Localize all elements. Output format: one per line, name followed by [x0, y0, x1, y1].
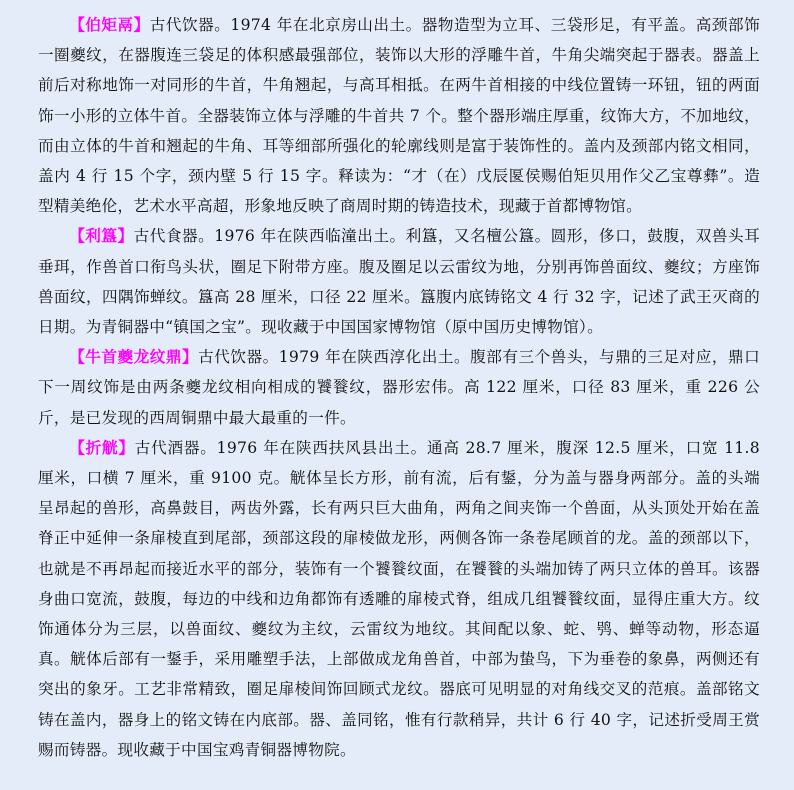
entry-text: 古代酒器。1976 年在陕西扶风县出土。通高 28.7 厘米，腹深 12.5 厘米，口宽 11.8 厘米，口横 7 厘米，重 9100 克。觥体呈长方形，前有流，后有鋬，分为盖与器身两部分。盖的头端呈昂起的兽形，高鼻鼓目，两齿外露，长有两只巨大曲角，两角之间夹饰一个兽面，从头顶处开始在盖脊正中延伸一条扉棱直到尾部，颈部这段的扉棱做龙形，两侧各饰一条卷尾顾首的龙。盖的颈部以下，也就是不再昂起而接近水平的部分，装饰有一个饕餮纹面，在饕餮的头端加铸了两只立体的兽耳。该器身曲口宽流，鼓腹，每边的中线和边角都饰有透雕的扉棱式脊，组成几组饕餮纹面，显得庄重大方。纹饰通体分为三层，以兽面纹、夔纹为主纹，云雷纹为地纹。其间配以象、蛇、鸮、蝉等动物，形态逼真。觥体后部有一鋬手，采用雕塑手法，上部做成龙角兽首，中部为蛰鸟，下为垂卷的象鼻，两侧还有突出的象牙。工艺非常精致，圈足扉棱间饰回顾式龙纹。器底可见明显的对角线交叉的范痕。盖部铭文铸在盖内，器身上的铭文铸在内底部。器、盖同铭，惟有行款稍异，共计 6 行 40 字，记述折受周王赏赐而铸器。现收藏于中国宝鸡青铜器博物院。	[38, 438, 760, 759]
entry-text: 古代饮器。1979 年在陕西淳化出土。腹部有三个兽头，与鼎的三足对应，鼎口下一周纹饰是由两条夔龙纹相向相成的饕餮纹，器形宏伟。高 122 厘米，口径 83 厘米，重 226 公斤，是已发现的西周铜鼎中最大最重的一件。	[38, 348, 760, 427]
entry-bojuli	[38, 10, 760, 221]
entry-text: 古代饮器。1974 年在北京房山出土。器物造型为立耳、三袋形足，有平盖。高颈部饰一圈夔纹，在器腹连三袋足的体积感最强部位，装饰以大形的浮雕牛首，牛角尖端突起于器表。器盖上前后对称地饰一对同形的牛首，牛角翘起，与高耳相抵。在两牛首相接的中线位置铸一环钮，钮的两面饰一小形的立体牛首。全器装饰立体与浮雕的牛首共 7 个。整个器形端庄厚重，纹饰大方，不加地纹，而由立体的牛首和翘起的牛角、耳等细部所强化的轮廓线则是富于装饰性的。盖内及颈部内铭文相同，盖内 4 行 15 个字，颈内壁 5 行 15 字。释读为：“才（在）戊辰匽侯赐伯矩贝用作父乙宝尊彝”。造型精美绝伦，艺术水平高超，形象地反映了商周时期的铸造技术，现藏于首都博物馆。	[38, 16, 760, 216]
entry-term: 【利簋】	[69, 226, 134, 246]
entry-term: 【伯矩鬲】	[69, 15, 150, 34]
entry-zhegong	[38, 433, 760, 765]
entry-niushou-ding	[38, 342, 760, 433]
entry-term: 【折觥】	[69, 437, 135, 457]
entry-term: 【牛首夔龙纹鼎】	[69, 347, 199, 367]
entry-text: 古代食器。1976 年在陕西临潼出土。利簋，又名檀公簋。圆形，侈口，鼓腹，双兽头耳垂珥，作兽首口衔鸟头状，圈足下附带方座。腹及圈足以云雷纹为地，分别再饰兽面纹、夔纹；方座饰兽面纹，四隅饰蝉纹。簋高 28 厘米，口径 22 厘米。簋腹内底铸铭文 4 行 32 字，记述了武王灭商的日期。为青铜器中“镇国之宝”。现收藏于中国国家博物馆（原中国历史博物馆）。	[38, 227, 760, 337]
entry-ligui	[38, 221, 760, 342]
